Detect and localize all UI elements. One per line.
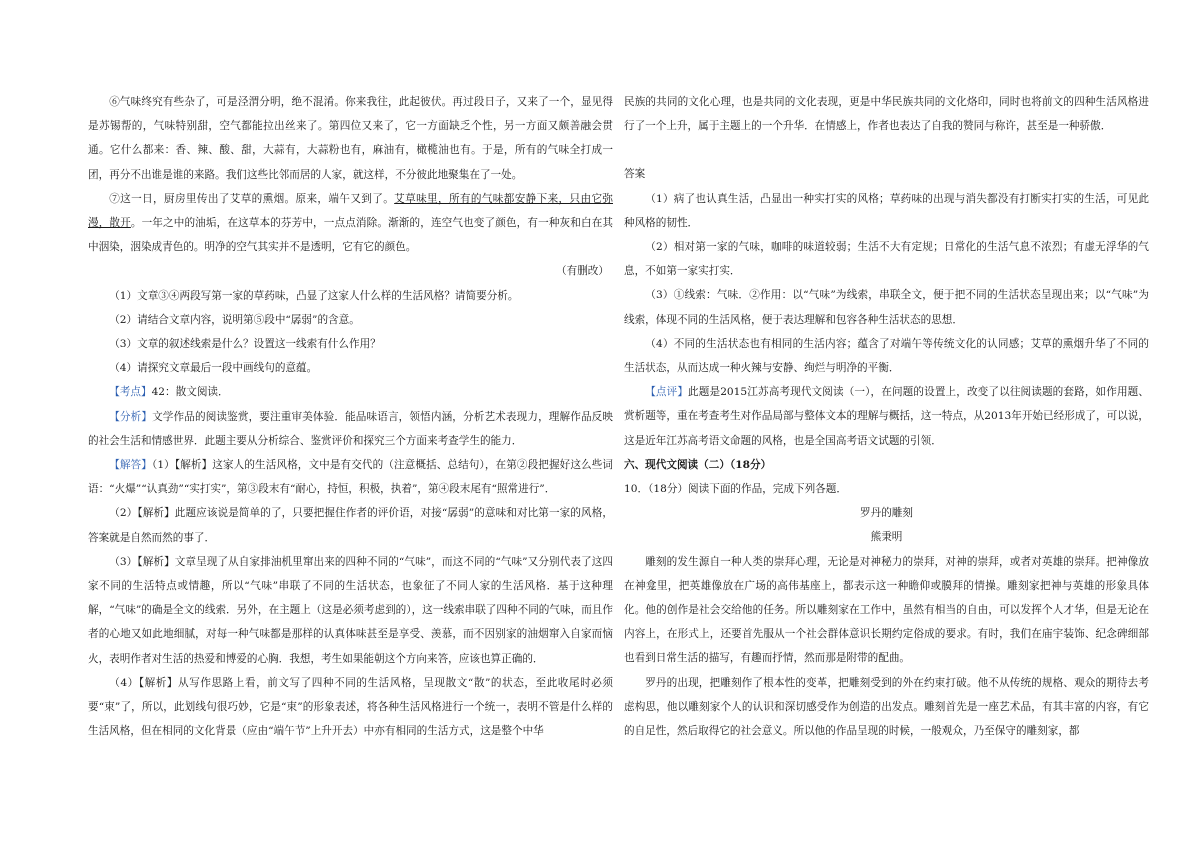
jieda-3: （3）【解析】文章呈现了从自家排油机里窜出来的四种不同的“气味”，而这不同的“气味”又分别代表了这四家不同的生活特点或情趣，所以“气味”串联了不同的生活状态，也象征了不同人家的生活风格．基于这种理解，“气味”的确是全文的线索．另外，在主题上（这是必须考虑到的），这一线索串联了四种不同的气味，而且作者的心地又如此地细腻，对每一种气味都是那样的认真体味甚至是享受、羡慕，而不因别家的油烟窜入自家而恼火，表明作者对生活的热爱和博爱的心胸．我想，考生如果能朝这个方向来答，应该也算正确的． — [88, 555, 613, 665]
essay-title: 罗丹的雕刻 — [860, 507, 913, 520]
answer-3: （3）①线索：气味．②作用：以“气味”为线索，串联全文，便于把不同的生活状态呈现出来；以“气味”为线索，体现不同的生活风格，便于表达理解和包容各种生活状态的思想． — [624, 289, 1149, 326]
question-3: （3）文章的叙述线索是什么？设置这一线索有什么作用？ — [109, 338, 381, 351]
question-4: （4）请探究文章最后一段中画线句的意蕴。 — [109, 362, 318, 375]
left-column — [88, 90, 613, 743]
answer-1: （1）病了也认真生活，凸显出一种实打实的风格；草药味的出现与消失都没有打断实打实的生活，可见此种风格的韧性． — [624, 192, 1149, 229]
jieda-tag: 【解答】 — [109, 459, 152, 472]
essay-paragraph-1: 雕刻的发生源自一种人类的崇拜心理，无论是对神秘力的崇拜，对神的崇拜，或者对英雄的崇拜。把神像放在神龛里，把英雄像放在广场的高伟基座上，都表示这一种瞻仰或膜拜的情操。雕刻家把神与英雄的形象具体化。他的创作是社会交给他的任务。所以雕刻家在工作中，虽然有相当的自由，可以发挥个人才华，但是无论在内容上，在形式上，还要首先服从一个社会群体意识长期约定俗成的要求。有时，我们在庙宇装饰、纪念碑细部也看到日常生活的描写，有趣而抒情，然而那是附带的配曲。 — [624, 555, 1149, 665]
kaodian-text: 42：散文阅读． — [151, 386, 229, 399]
section-title: 六、现代文阅读（二）（18分） — [624, 458, 772, 471]
answer-heading: 答案 — [624, 168, 646, 181]
underlined-sentence: 艾草味里，所有的气味都安静下来，只由它弥漫，散开 — [88, 192, 613, 230]
dianping-text: 此题是2015江苏高考现代文阅读（一），在问题的设置上，改变了以往阅读题的套路，如作用题、赏析题等，重在考查考生对作品局部与整体文本的理解与概括，这一特点，从2013年开始已经形成了，可以说，这是近年江苏高考语文命题的风格，也是全国高考语文试题的引领． — [624, 386, 1149, 447]
essay-author: 熊秉明 — [870, 531, 903, 544]
fenxi — [88, 405, 613, 453]
source-note: （有删改） — [556, 265, 609, 278]
fenxi-tag: 【分析】 — [109, 410, 153, 423]
paragraph-7-end: 。一年之中的油垢，在这草本的芬芳中，一点点消除。渐渐的，连空气也变了颜色，有一种灰和白在其中洇染，洇染成青色的。明净的空气其实并不是透明，它有它的颜色。 — [88, 217, 614, 254]
kaodian — [88, 380, 613, 404]
question-2: （2）请结合文章内容，说明第⑤段中“孱弱”的含意。 — [109, 313, 360, 326]
fenxi-text: 文学作品的阅读鉴赏，要注重审美体验．能品味语言，领悟内涵，分析艺术表现力，理解作品反映的社会生活和情感世界．此题主要从分析综合、鉴赏评价和探究三个方面来考查学生的能力． — [88, 410, 613, 447]
answer-4: （4）不同的生活状态也有相同的生活内容；蕴含了对端午等传统文化的认同感；艾草的熏烟升华了不同的生活状态，从而达成一种火辣与安静、绚烂与明净的平衡． — [624, 337, 1149, 375]
jieda-4: （4）【解析】从写作思路上看，前文写了四种不同的生活风格，呈现散文“散”的状态，至此收尾时必须要“束”了，所以，此划线句很巧妙，它是“束”的形象表述，将各种生活风格进行一个统一，表明不管是什么样的生活风格，但在相同的文化背景（应由“端午节”上升开去）中亦有相同的生活方式，这是整个中华 — [88, 676, 613, 738]
question-1: （1）文章③④两段写第一家的草药味，凸显了这家人什么样的生活风格？请简要分析。 — [109, 289, 519, 302]
right-column — [624, 90, 1149, 743]
spacer — [624, 138, 1149, 162]
paragraph-6: ⑥气味终究有些杂了，可是泾渭分明，绝不混淆。你来我往，此起彼伏。再过段日子，又来了一个，显见得是苏锡帮的，气味特别甜，空气都能拉出丝来了。第四位又来了，它一方面缺乏个性，另一方面又颇善融会贯通。它什么都来：香、辣、酸、甜，大蒜有，大蒜粉也有，麻油有，橄榄油也有。于是，所有的气味全打成一团，再分不出谁是谁的来路。我们这些比邻而居的人家，就这样，不分彼此地聚集在了一处。 — [88, 96, 613, 181]
paragraph-7-start: ⑦这一日，厨房里传出了艾草的熏烟。原来，端午又到了。 — [109, 192, 395, 205]
jieda-2: （2）【解析】此题应该说是简单的了，只要把握住作者的评价语，对接“孱弱”的意味和对比第一家的风格，答案就是自然而然的事了． — [88, 507, 613, 544]
answer-2: （2）相对第一家的气味，咖啡的味道较弱；生活不大有定规；日常化的生活气息不浓烈；有虚无浮华的气息，不如第一家实打实． — [624, 241, 1149, 278]
jieda-1-text: （1）【解析】这家人的生活风格，文中是有交代的（注意概括、总结句），在第②段把握好这么些词语：“火爆”“认真劲”“实打实”，第③段末有“耐心，持恒，积极，执着”，第④段末尾有“照常进行”． — [88, 459, 613, 496]
dianping — [624, 380, 1149, 453]
paragraph-7 — [88, 187, 613, 260]
dianping-tag: 【点评】 — [645, 386, 689, 399]
question-10: 10．（18分）阅读下面的作品，完成下列各题． — [624, 483, 847, 496]
continuation-paragraph: 民族的共同的文化心理，也是共同的文化表现，更是中华民族共同的文化烙印，同时也将前文的四种生活风格进行了一个上升，属于主题上的一个升华．在情感上，作者也表达了自我的赞同与称许，甚至是一种骄傲． — [624, 96, 1149, 133]
essay-paragraph-2: 罗丹的出现，把雕刻作了根本性的变革，把雕刻受到的外在约束打破。他不从传统的规格、观众的期待去考虑构思，他以雕刻家个人的认识和深切感受作为创造的出发点。雕刻首先是一座艺术品，有其丰富的内容，有它的自足性，然后取得它的社会意义。所以他的作品呈现的时候，一般观众，乃至保守的雕刻家，都 — [624, 676, 1149, 738]
jieda-1 — [88, 453, 613, 501]
kaodian-tag: 【考点】 — [109, 386, 152, 399]
